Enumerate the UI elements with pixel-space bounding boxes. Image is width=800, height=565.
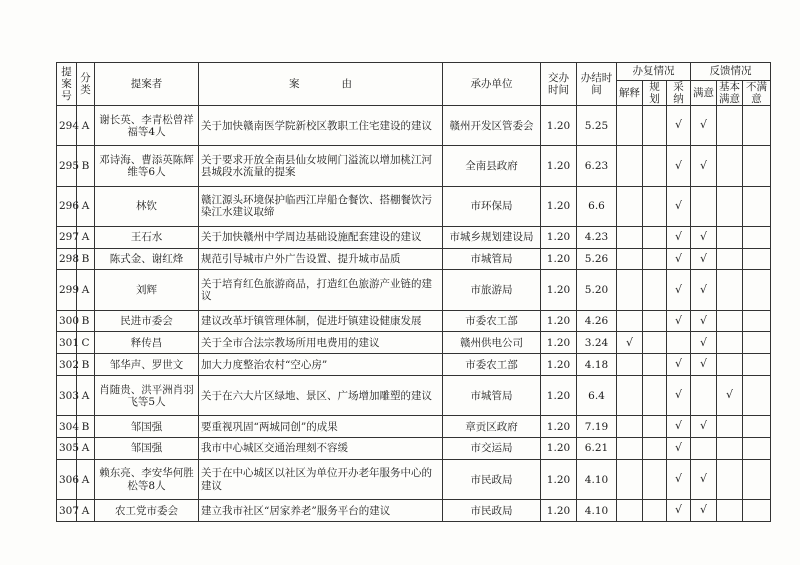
row-handover: 1.20 xyxy=(541,376,577,416)
header-proposer: 提案者 xyxy=(95,63,199,106)
row-subject: 要重视巩固“两城同创”的成果 xyxy=(199,416,443,438)
row-subject: 我市中心城区交通治理刻不容缓 xyxy=(199,438,443,460)
row-done: 5.25 xyxy=(577,106,617,146)
row-basic-satisfied-mark xyxy=(717,310,743,332)
row-satisfied-mark xyxy=(691,186,717,226)
row-unsatisfied-mark xyxy=(743,500,771,522)
row-category: A xyxy=(77,459,95,499)
table-row xyxy=(57,226,771,248)
row-subject: 关于全市合法宗教场所用电费用的建议 xyxy=(199,332,443,354)
row-plan-mark xyxy=(643,310,667,332)
row-id: 304 xyxy=(57,416,77,438)
row-basic-satisfied-mark xyxy=(717,226,743,248)
row-proposer: 肖随贵、洪平洲肖羽飞等5人 xyxy=(95,376,199,416)
row-unsatisfied-mark xyxy=(743,354,771,376)
row-subject: 关于加快赣州中学周边基础设施配套建设的建议 xyxy=(199,226,443,248)
row-explain-mark xyxy=(617,146,643,186)
header-handling-group: 办复情况 xyxy=(617,63,691,81)
row-done: 4.18 xyxy=(577,354,617,376)
row-adopt-mark: √ xyxy=(667,500,691,522)
row-satisfied-mark xyxy=(691,438,717,460)
row-satisfied-mark: √ xyxy=(691,332,717,354)
table-row xyxy=(57,146,771,186)
row-adopt-mark xyxy=(667,332,691,354)
row-adopt-mark: √ xyxy=(667,416,691,438)
row-plan-mark xyxy=(643,416,667,438)
table-row xyxy=(57,270,771,310)
row-adopt-mark: √ xyxy=(667,226,691,248)
row-basic-satisfied-mark xyxy=(717,146,743,186)
row-plan-mark xyxy=(643,248,667,270)
row-done: 4.26 xyxy=(577,310,617,332)
row-proposer: 林钦 xyxy=(95,186,199,226)
row-done: 4.23 xyxy=(577,226,617,248)
row-handover: 1.20 xyxy=(541,459,577,499)
row-unit: 赣州供电公司 xyxy=(443,332,541,354)
row-handover: 1.20 xyxy=(541,106,577,146)
row-handover: 1.20 xyxy=(541,500,577,522)
row-id: 299 xyxy=(57,270,77,310)
row-proposer: 刘辉 xyxy=(95,270,199,310)
row-unsatisfied-mark xyxy=(743,106,771,146)
header-id: 提案号 xyxy=(57,63,77,106)
row-unsatisfied-mark xyxy=(743,226,771,248)
header-unsatisfied: 不满意 xyxy=(743,81,771,106)
row-category: A xyxy=(77,500,95,522)
row-basic-satisfied-mark xyxy=(717,248,743,270)
header-subject: 案 由 xyxy=(199,63,443,106)
row-adopt-mark: √ xyxy=(667,376,691,416)
row-explain-mark xyxy=(617,416,643,438)
row-plan-mark xyxy=(643,500,667,522)
row-proposer: 释传昌 xyxy=(95,332,199,354)
row-unsatisfied-mark xyxy=(743,270,771,310)
row-id: 300 xyxy=(57,310,77,332)
row-explain-mark xyxy=(617,354,643,376)
row-category: A xyxy=(77,270,95,310)
table-row xyxy=(57,416,771,438)
table-row xyxy=(57,186,771,226)
row-unit: 市民政局 xyxy=(443,500,541,522)
row-satisfied-mark: √ xyxy=(691,354,717,376)
row-explain-mark xyxy=(617,376,643,416)
row-plan-mark xyxy=(643,332,667,354)
row-proposer: 陈式金、谢红烽 xyxy=(95,248,199,270)
row-subject: 建议改革圩镇管理体制，促进圩镇建设健康发展 xyxy=(199,310,443,332)
row-explain-mark xyxy=(617,226,643,248)
row-adopt-mark: √ xyxy=(667,438,691,460)
row-unit: 市环保局 xyxy=(443,186,541,226)
row-plan-mark xyxy=(643,270,667,310)
row-satisfied-mark: √ xyxy=(691,226,717,248)
table-row xyxy=(57,354,771,376)
row-explain-mark xyxy=(617,270,643,310)
row-satisfied-mark: √ xyxy=(691,106,717,146)
row-proposer: 赖东亮、李安华何胜松等8人 xyxy=(95,459,199,499)
header-adopt: 采纳 xyxy=(667,81,691,106)
row-subject: 赣江源头环境保护临西江岸船仓餐饮、搭棚餐饮污染江水建议取缔 xyxy=(199,186,443,226)
row-plan-mark xyxy=(643,106,667,146)
row-done: 5.20 xyxy=(577,270,617,310)
row-unsatisfied-mark xyxy=(743,438,771,460)
row-unit: 赣州开发区管委会 xyxy=(443,106,541,146)
row-subject: 关于要求开放全南县仙女坡闸门溢流以增加桃江河县城段水流量的提案 xyxy=(199,146,443,186)
header-done: 办结时间 xyxy=(577,63,617,106)
row-basic-satisfied-mark: √ xyxy=(717,376,743,416)
table-row xyxy=(57,438,771,460)
header-plan: 规划 xyxy=(643,81,667,106)
row-done: 7.19 xyxy=(577,416,617,438)
table-row xyxy=(57,106,771,146)
row-category: B xyxy=(77,146,95,186)
row-basic-satisfied-mark xyxy=(717,186,743,226)
header-unit: 承办单位 xyxy=(443,63,541,106)
row-subject: 关于在中心城区以社区为单位开办老年服务中心的建议 xyxy=(199,459,443,499)
row-handover: 1.20 xyxy=(541,310,577,332)
row-unsatisfied-mark xyxy=(743,332,771,354)
row-satisfied-mark xyxy=(691,376,717,416)
row-explain-mark: √ xyxy=(617,332,643,354)
row-done: 6.6 xyxy=(577,186,617,226)
row-done: 6.21 xyxy=(577,438,617,460)
row-id: 302 xyxy=(57,354,77,376)
row-id: 306 xyxy=(57,459,77,499)
row-unsatisfied-mark xyxy=(743,248,771,270)
row-basic-satisfied-mark xyxy=(717,416,743,438)
row-unit: 章贡区政府 xyxy=(443,416,541,438)
row-handover: 1.20 xyxy=(541,146,577,186)
row-unit: 市城管局 xyxy=(443,248,541,270)
row-satisfied-mark: √ xyxy=(691,500,717,522)
table-row xyxy=(57,376,771,416)
row-basic-satisfied-mark xyxy=(717,354,743,376)
row-explain-mark xyxy=(617,186,643,226)
row-adopt-mark: √ xyxy=(667,248,691,270)
row-adopt-mark: √ xyxy=(667,459,691,499)
row-basic-satisfied-mark xyxy=(717,332,743,354)
row-basic-satisfied-mark xyxy=(717,500,743,522)
row-id: 303 xyxy=(57,376,77,416)
table-row xyxy=(57,332,771,354)
row-proposer: 王石水 xyxy=(95,226,199,248)
row-unsatisfied-mark xyxy=(743,310,771,332)
table-row xyxy=(57,459,771,499)
table-row xyxy=(57,248,771,270)
row-done: 3.24 xyxy=(577,332,617,354)
row-subject: 加大力度整治农村“空心房” xyxy=(199,354,443,376)
row-category: A xyxy=(77,438,95,460)
row-plan-mark xyxy=(643,354,667,376)
row-plan-mark xyxy=(643,146,667,186)
row-id: 307 xyxy=(57,500,77,522)
row-category: A xyxy=(77,106,95,146)
row-category: B xyxy=(77,416,95,438)
row-id: 294 xyxy=(57,106,77,146)
row-plan-mark xyxy=(643,226,667,248)
row-subject: 关于加快赣南医学院新校区教职工住宅建设的建议 xyxy=(199,106,443,146)
row-unsatisfied-mark xyxy=(743,459,771,499)
row-id: 301 xyxy=(57,332,77,354)
row-done: 5.26 xyxy=(577,248,617,270)
row-done: 4.10 xyxy=(577,500,617,522)
row-unit: 市交运局 xyxy=(443,438,541,460)
row-adopt-mark: √ xyxy=(667,186,691,226)
row-satisfied-mark: √ xyxy=(691,310,717,332)
row-plan-mark xyxy=(643,376,667,416)
row-unit: 市委农工部 xyxy=(443,354,541,376)
row-handover: 1.20 xyxy=(541,248,577,270)
row-unit: 市委农工部 xyxy=(443,310,541,332)
row-proposer: 邹国强 xyxy=(95,438,199,460)
row-category: A xyxy=(77,376,95,416)
row-id: 296 xyxy=(57,186,77,226)
row-adopt-mark: √ xyxy=(667,310,691,332)
row-handover: 1.20 xyxy=(541,186,577,226)
row-done: 4.10 xyxy=(577,459,617,499)
row-satisfied-mark: √ xyxy=(691,270,717,310)
row-category: A xyxy=(77,226,95,248)
header-feedback-group: 反馈情况 xyxy=(691,63,771,81)
row-unit: 市城乡规划建设局 xyxy=(443,226,541,248)
row-done: 6.23 xyxy=(577,146,617,186)
row-satisfied-mark: √ xyxy=(691,248,717,270)
row-id: 305 xyxy=(57,438,77,460)
row-unit: 市旅游局 xyxy=(443,270,541,310)
row-adopt-mark: √ xyxy=(667,146,691,186)
row-adopt-mark: √ xyxy=(667,354,691,376)
row-unit: 市城管局 xyxy=(443,376,541,416)
row-unit: 全南县政府 xyxy=(443,146,541,186)
row-handover: 1.20 xyxy=(541,332,577,354)
row-subject: 关于在六大片区绿地、景区、广场增加雕塑的建议 xyxy=(199,376,443,416)
table-body xyxy=(57,106,771,522)
row-proposer: 邹华声、罗世文 xyxy=(95,354,199,376)
row-id: 298 xyxy=(57,248,77,270)
row-subject: 关于培育红色旅游商品，打造红色旅游产业链的建议 xyxy=(199,270,443,310)
row-unsatisfied-mark xyxy=(743,146,771,186)
row-proposer: 谢长英、李青松曾祥福等4人 xyxy=(95,106,199,146)
table-row xyxy=(57,500,771,522)
header-basic-satisfied: 基本满意 xyxy=(717,81,743,106)
row-basic-satisfied-mark xyxy=(717,459,743,499)
row-satisfied-mark: √ xyxy=(691,146,717,186)
row-subject: 建立我市社区“居家养老”服务平台的建议 xyxy=(199,500,443,522)
row-unsatisfied-mark xyxy=(743,186,771,226)
row-done: 6.4 xyxy=(577,376,617,416)
row-proposer: 邹国强 xyxy=(95,416,199,438)
row-handover: 1.20 xyxy=(541,416,577,438)
row-satisfied-mark: √ xyxy=(691,459,717,499)
row-category: A xyxy=(77,186,95,226)
row-explain-mark xyxy=(617,459,643,499)
header-category: 分类 xyxy=(77,63,95,106)
row-explain-mark xyxy=(617,310,643,332)
row-explain-mark xyxy=(617,248,643,270)
row-plan-mark xyxy=(643,186,667,226)
header-explain: 解释 xyxy=(617,81,643,106)
row-category: B xyxy=(77,354,95,376)
row-category: B xyxy=(77,310,95,332)
row-id: 297 xyxy=(57,226,77,248)
row-unit: 市民政局 xyxy=(443,459,541,499)
row-explain-mark xyxy=(617,500,643,522)
row-satisfied-mark: √ xyxy=(691,416,717,438)
row-handover: 1.20 xyxy=(541,438,577,460)
table-row xyxy=(57,310,771,332)
row-unsatisfied-mark xyxy=(743,376,771,416)
row-plan-mark xyxy=(643,438,667,460)
row-unsatisfied-mark xyxy=(743,416,771,438)
row-basic-satisfied-mark xyxy=(717,270,743,310)
row-subject: 规范引导城市户外广告设置、提升城市品质 xyxy=(199,248,443,270)
row-adopt-mark: √ xyxy=(667,106,691,146)
row-category: C xyxy=(77,332,95,354)
row-id: 295 xyxy=(57,146,77,186)
row-proposer: 邓诗海、曹添英陈辉维等6人 xyxy=(95,146,199,186)
row-basic-satisfied-mark xyxy=(717,106,743,146)
row-plan-mark xyxy=(643,459,667,499)
row-explain-mark xyxy=(617,106,643,146)
row-explain-mark xyxy=(617,438,643,460)
header-handover: 交办时间 xyxy=(541,63,577,106)
row-handover: 1.20 xyxy=(541,226,577,248)
proposal-table xyxy=(56,62,771,522)
row-basic-satisfied-mark xyxy=(717,438,743,460)
header-satisfied: 满意 xyxy=(691,81,717,106)
row-handover: 1.20 xyxy=(541,270,577,310)
row-proposer: 农工党市委会 xyxy=(95,500,199,522)
row-proposer: 民进市委会 xyxy=(95,310,199,332)
row-handover: 1.20 xyxy=(541,354,577,376)
row-category: B xyxy=(77,248,95,270)
row-adopt-mark: √ xyxy=(667,270,691,310)
